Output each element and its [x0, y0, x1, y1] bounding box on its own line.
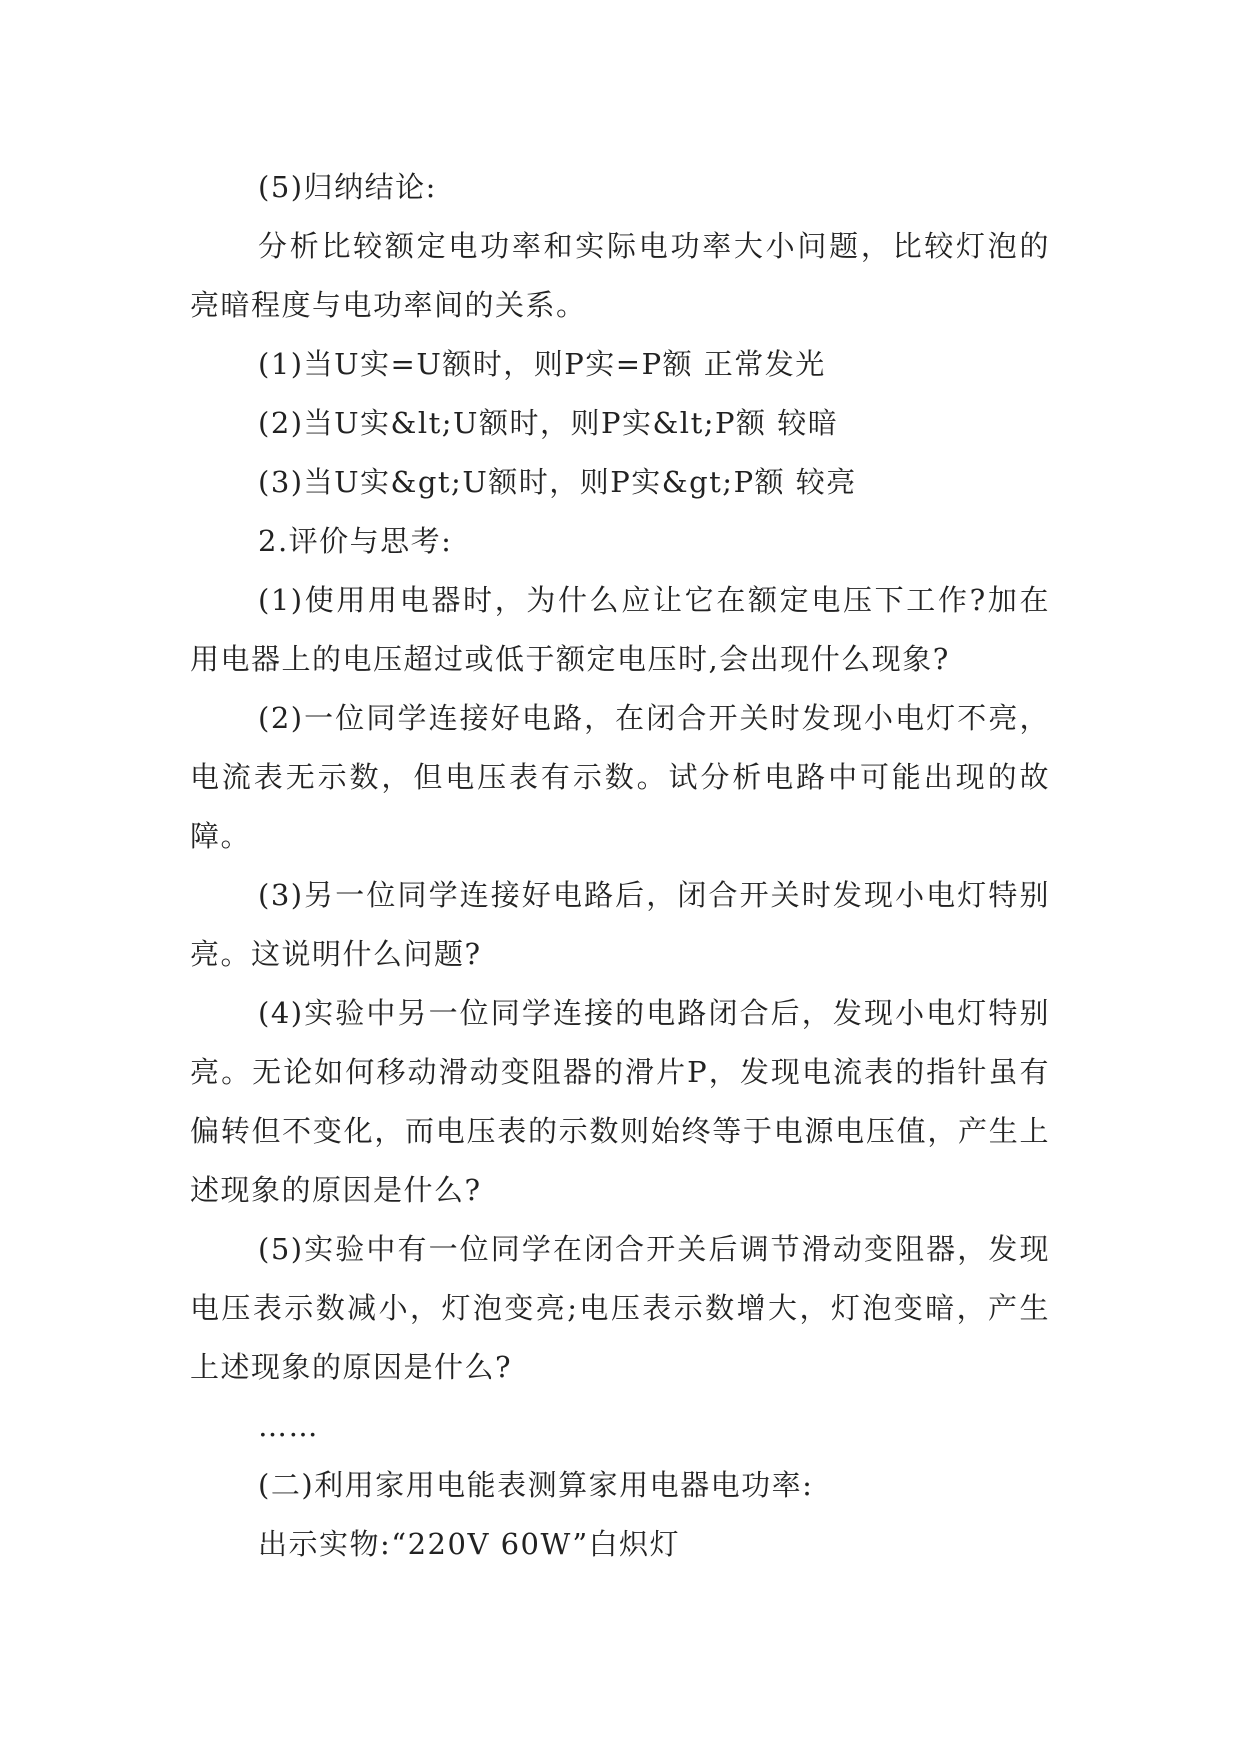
question-1: (1)使用用电器时，为什么应让它在额定电压下工作?加在用电器上的电压超过或低于额定电压时,会出现什么现象?: [190, 583, 1050, 676]
heading-section-two: (二)利用家用电能表测算家用电器电功率:: [258, 1468, 814, 1502]
question-5: (5)实验中有一位同学在闭合开关后调节滑动变阻器，发现电压表示数减小，灯泡变亮;电压表示数增大，灯泡变暗，产生上述现象的原因是什么?: [190, 1232, 1050, 1384]
ellipsis: ……: [258, 1409, 319, 1443]
question-4: (4)实验中另一位同学连接的电路闭合后，发现小电灯特别亮。无论如何移动滑动变阻器的滑片P，发现电流表的指针虽有偏转但不变化，而电压表的示数则始终等于电源电压值，产生上述现象的原因是什么?: [190, 996, 1050, 1207]
question-2: (2)一位同学连接好电路，在闭合开关时发现小电灯不亮，电流表无示数，但电压表有示数。试分析电路中可能出现的故障。: [190, 701, 1050, 853]
heading-evaluation: 2.评价与思考:: [258, 524, 453, 558]
list-item-equal: (1)当U实=U额时，则P实=P额 正常发光: [258, 347, 826, 381]
list-item-greater: (3)当U实&gt;U额时，则P实&gt;P额 较亮: [258, 465, 857, 499]
heading-conclusion: (5)归纳结论:: [258, 170, 437, 204]
paragraph-show-object: 出示实物:“220V 60W”白炽灯: [258, 1527, 681, 1561]
list-item-less: (2)当U实&lt;U额时，则P实&lt;P额 较暗: [258, 406, 839, 440]
document-page: [190, 158, 1050, 1574]
paragraph-analysis: 分析比较额定电功率和实际电功率大小问题，比较灯泡的亮暗程度与电功率间的关系。: [190, 229, 1050, 322]
question-3: (3)另一位同学连接好电路后，闭合开关时发现小电灯特别亮。这说明什么问题?: [190, 878, 1050, 971]
